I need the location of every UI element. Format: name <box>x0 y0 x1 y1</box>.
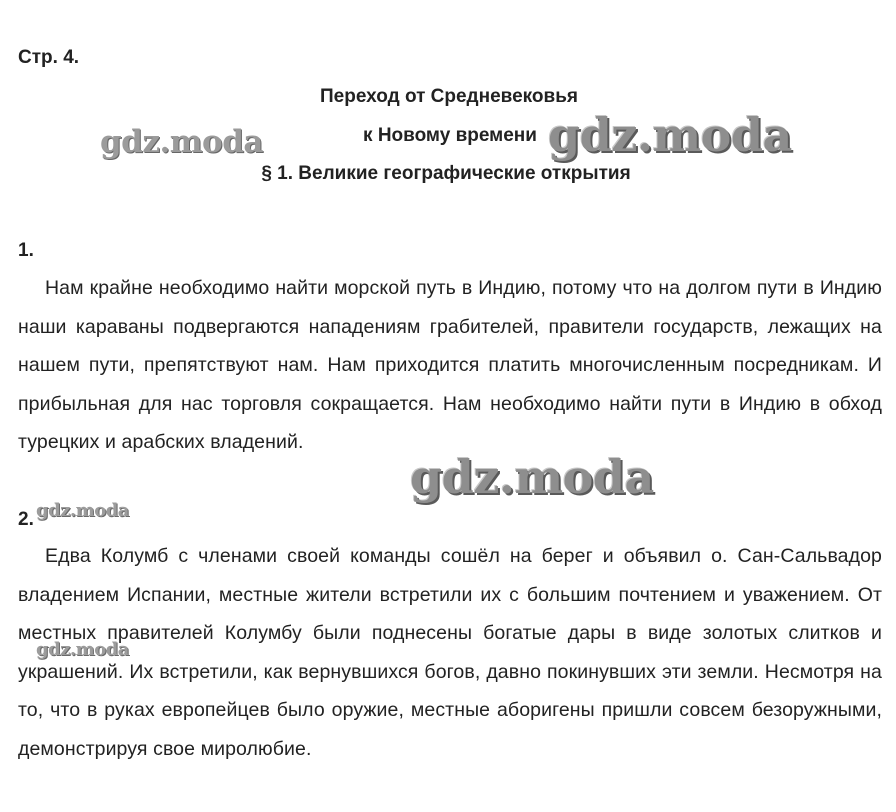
chapter-title-line1: Переход от Средневековья <box>320 86 578 107</box>
chapter-title-line2: к Новому времени <box>363 125 537 146</box>
task-1-text: Нам крайне необходимо найти морской путь в Индию, потому что на долгом пути в Индию наши караваны подвергаются нападениям грабителей, правители государств, лежащих на нашем пути, препятствуют нам. Нам приходится платить многочисленным посредникам. И прибыльная для нас торговля сокращается. Нам необходимо найти пути в Индию в обход турецких и арабских владений. <box>18 277 882 453</box>
task-2-number: 2. <box>18 509 34 530</box>
watermark: gdz.moda <box>36 500 129 521</box>
watermark: gdz.moda <box>548 108 792 162</box>
task-1-number: 1. <box>18 240 34 261</box>
section-title: § 1. Великие географические открытия <box>261 163 631 184</box>
watermark: gdz.moda <box>100 124 263 160</box>
task-2-text: Едва Колумб с членами своей команды сошёл на берег и объявил о. Сан-Сальвадор владением Испании, местные жители встретили их с большим почтением и уважением. От местных правителей Колумбу были поднесены богатые дары в виде золотых слитков и украшений. Их встретили, как вернувшихся богов, давно покинувших эти земли. Несмотря на то, что в руках европейцев было оружие, местные аборигены пришли совсем безоружными, демонстрируя свое миролюбие. <box>18 545 882 760</box>
page-label: Стр. 4. <box>18 47 80 68</box>
watermark: gdz.moda <box>410 450 654 504</box>
watermark: gdz.moda <box>36 639 129 660</box>
